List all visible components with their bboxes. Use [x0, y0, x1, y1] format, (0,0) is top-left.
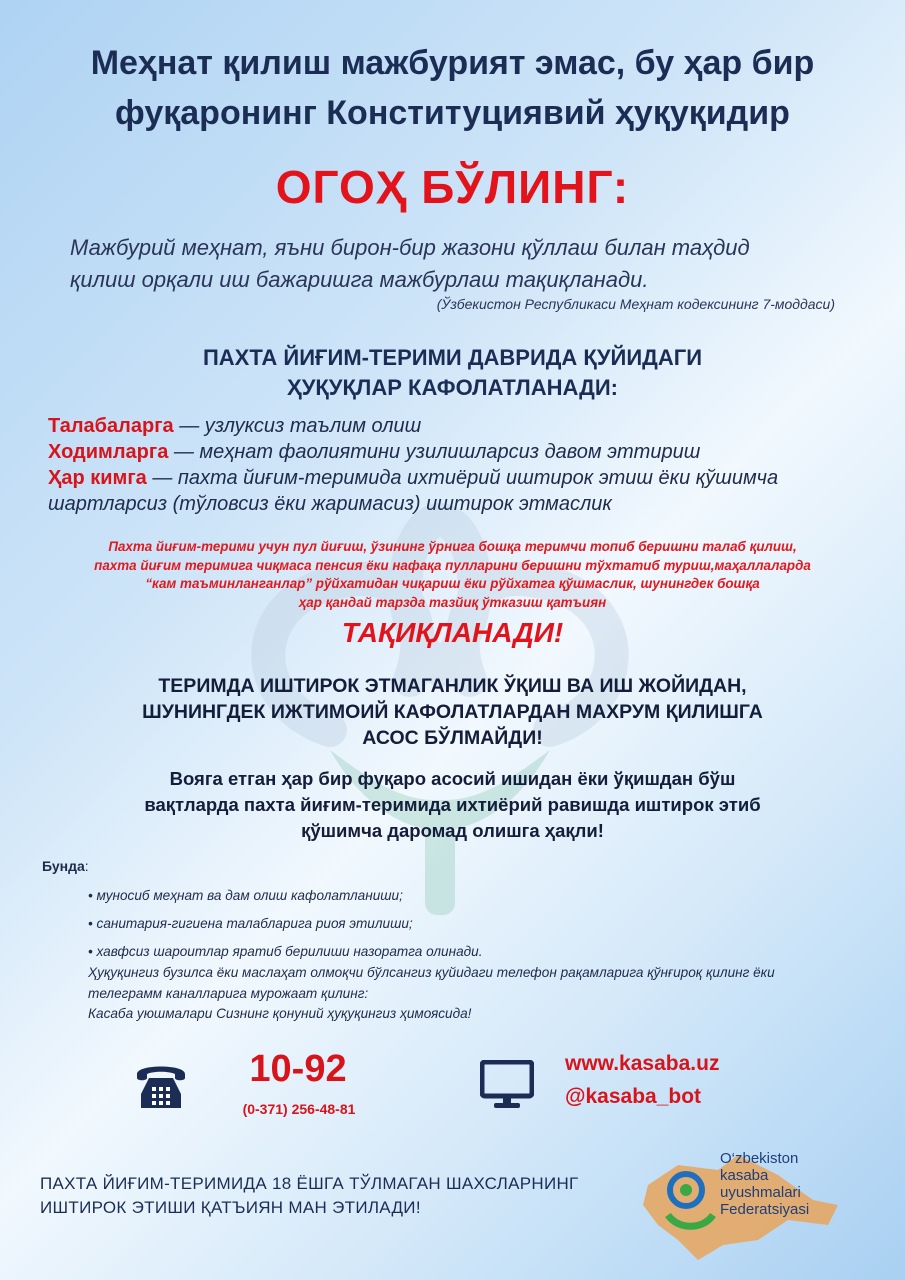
rights-item-label: Ҳар кимга: [48, 467, 147, 489]
rights-item-text: — узлуксиз таълим олиш: [173, 415, 422, 437]
telegram-bot-link[interactable]: @kasaba_bot: [565, 1085, 702, 1108]
no-deprive-line: ТЕРИМДА ИШТИРОК ЭТМАГАНЛИК ЎҚИШ ВА ИШ ЖОЙИДАН,: [158, 675, 747, 697]
adult-right-line: Вояга етган ҳар бир фуқаро асосий ишидан ёки ўқишдан бўш: [169, 768, 736, 789]
contact-line: телеграмм каналларига мурожаат қилинг:: [88, 986, 369, 1001]
prohibited-line: пахта йиғим теримига чиқмаса пенсия ёки нафақа пулларини беришни тўхтатиб туриш,маҳаллаларда: [94, 557, 811, 573]
guarantees-list: [88, 882, 848, 966]
prohibited-actions-text: [40, 538, 865, 612]
logo-line: kasaba: [720, 1167, 769, 1184]
prohibited-line: “кам таъминланганлар” рўйхатидан чиқариш ёки рўйхатга қўшмаслик, шунингдек бошқа: [145, 576, 760, 591]
rights-list: [48, 413, 883, 517]
rights-item: [48, 491, 883, 517]
rights-heading-line: ПАХТА ЙИҒИМ-ТЕРИМИ ДАВРИДА ҚУЙИДАГИ: [202, 345, 703, 370]
title-line: Меҳнат қилиш мажбурият эмас, бу ҳар бир: [90, 44, 815, 82]
adult-right-statement: [0, 766, 905, 844]
logo-line: uyushmalari: [720, 1184, 801, 1201]
prohibited-line: Пахта йиғим-терими учун пул йиғиш, ўзининг ўрнига бошқа теримчи топиб беришни талаб қилиш,: [108, 539, 797, 554]
logo-line: O‘zbekiston: [720, 1150, 799, 1167]
no-deprive-statement: [0, 673, 905, 751]
federation-logo-text: [720, 1150, 870, 1218]
no-deprive-line: ШУНИНГДЕК ИЖТИМОИЙ КАФОЛАТЛАРДАН МАХРУМ ҚИЛИШГА: [142, 701, 763, 723]
title-line: фуқаронинг Конституциявий ҳуқуқидир: [115, 94, 790, 132]
hotline-full-number[interactable]: (0-371) 256-48-81: [242, 1101, 356, 1117]
rights-item-label: Ходимларга: [48, 441, 169, 463]
intro-line: Мажбурий меҳнат, яъни бирон-бир жазони қўллаш билан таҳдид: [70, 235, 750, 260]
minors-ban-statement: [40, 1172, 640, 1220]
rights-item-label: Талабаларга: [48, 415, 174, 437]
minors-line: ИШТИРОК ЭТИШИ ҚАТЪИЯН МАН ЭТИЛАДИ!: [40, 1198, 421, 1217]
warning-heading: ОГОҲ БЎЛИНГ:: [275, 161, 630, 213]
rights-heading: [0, 343, 905, 403]
intro-quote: [70, 232, 850, 296]
no-deprive-line: АСОС БЎЛМАЙДИ!: [362, 727, 543, 749]
rights-item: [48, 465, 883, 491]
bunda-colon: :: [84, 858, 89, 874]
bunda-word: Бунда: [42, 858, 85, 874]
bunda-label: [42, 858, 89, 874]
list-item: • санитария-гигиена талабларига риоя этилиши;: [88, 916, 413, 931]
list-item: • хавфсиз шароитлар яратиб берилиши назоратга олинади.: [88, 944, 483, 959]
contact-instructions: [88, 962, 888, 1004]
prohibited-line: ҳар қандай тарзда тазйиқ ўтказиш қатъиян: [298, 594, 607, 610]
website-link[interactable]: www.kasaba.uz: [565, 1052, 720, 1075]
rights-item: [48, 439, 883, 465]
monitor-icon: [480, 1060, 534, 1110]
list-item: • муносиб меҳнат ва дам олиш кафолатланиши;: [88, 888, 403, 903]
logo-line: Federatsiyasi: [720, 1201, 810, 1218]
rights-item-text: — пахта йиғим-теримида ихтиёрий иштирок этиш ёки қўшимча: [146, 467, 779, 489]
minors-line: ПАХТА ЙИҒИМ-ТЕРИМИДА 18 ЁШГА ТЎЛМАГАН ШАХСЛАРНИНГ: [40, 1174, 579, 1193]
rights-heading-line: ҲУҚУҚЛАР КАФОЛАТЛАНАДИ:: [287, 375, 618, 400]
adult-right-line: қўшимча даромад олишга ҳақли!: [301, 820, 604, 841]
contact-line: Ҳуқуқингиз бузилса ёки маслаҳат олмоқчи бўлсангиз қуйидаги телефон рақамларига қўнғироқ қилинг ёки: [88, 965, 775, 980]
rights-item: [48, 413, 883, 439]
page-title: [0, 38, 905, 138]
hotline-short-number[interactable]: 10-92: [249, 1048, 347, 1090]
protection-statement: Касаба уюшмалари Сизнинг қонуний ҳуқуқингиз ҳимоясида!: [88, 1006, 472, 1021]
adult-right-line: вақтларда пахта йиғим-теримида ихтиёрий равишда иштирок этиб: [144, 794, 761, 815]
intro-line: қилиш орқали иш бажаришга мажбурлаш тақиқланади.: [70, 267, 649, 292]
telephone-icon: [133, 1056, 189, 1112]
prohibited-heading: ТАҚИҚЛАНАДИ!: [341, 617, 564, 648]
rights-item-text: шартларсиз (тўловсиз ёки жаримасиз) иштирок этмаслик: [48, 493, 612, 515]
intro-source: (Ўзбекистон Республикаси Меҳнат кодексининг 7-моддаси): [436, 296, 835, 312]
rights-item-text: — меҳнат фаолиятини узилишларсиз давом эттириш: [168, 441, 701, 463]
